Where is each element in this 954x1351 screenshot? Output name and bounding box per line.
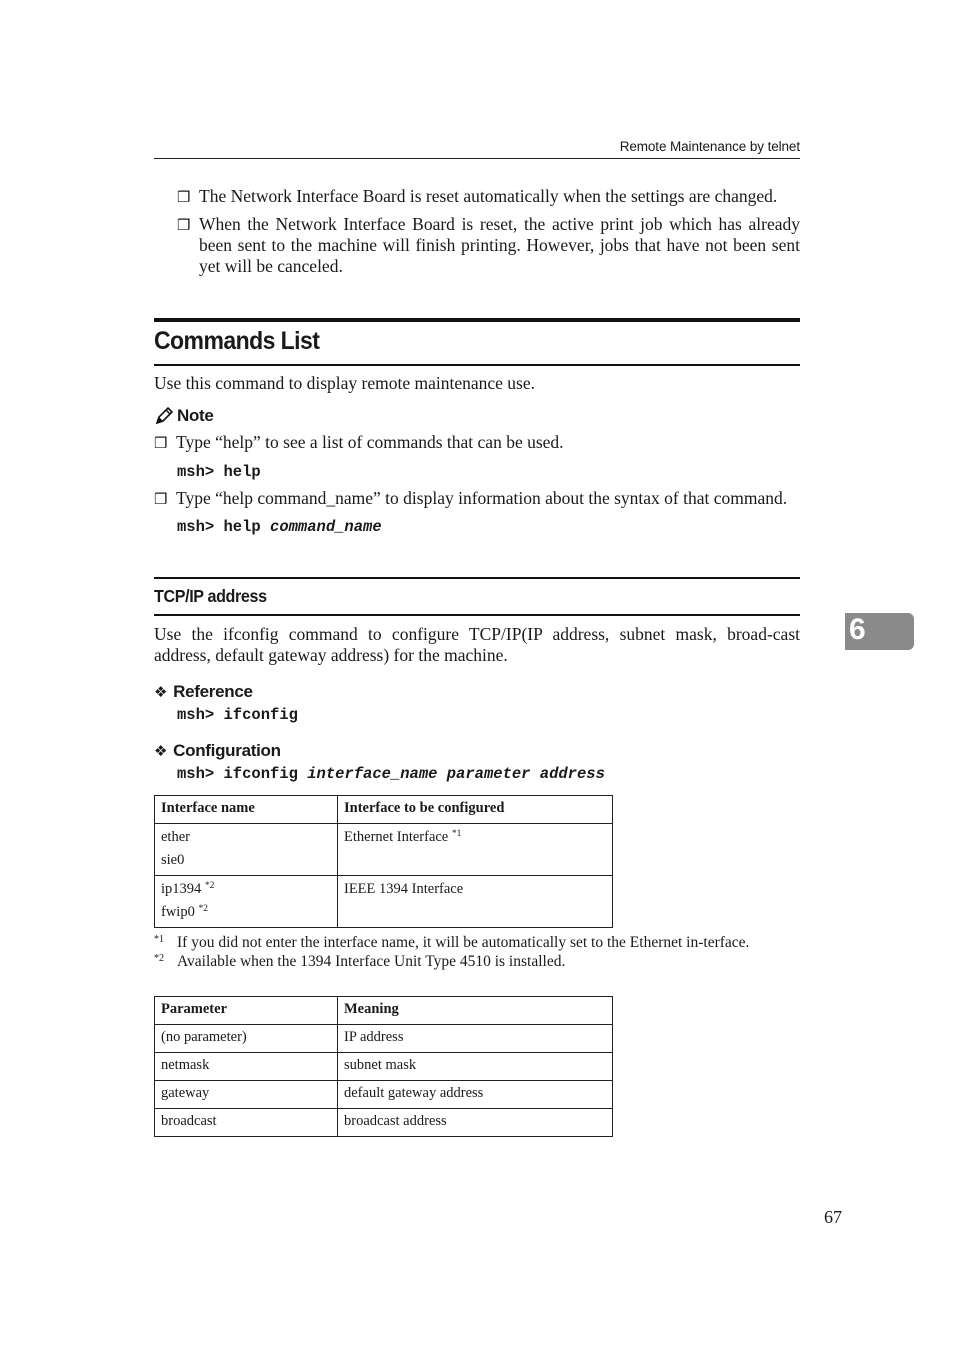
note-title: Note — [177, 406, 214, 425]
subsection-title: TCP/IP address — [154, 586, 267, 606]
note-item — [154, 432, 800, 454]
chapter-tab — [845, 613, 914, 650]
subsection-intro: Use the ifconfig command to configure TCP/IP(IP address, subnet mask, broad-cast address, default gateway address) for the machine. — [154, 624, 800, 665]
table-cell: subnet mask — [338, 1053, 613, 1081]
table-row — [155, 824, 613, 876]
intro-item — [177, 214, 800, 277]
table-row — [155, 1109, 613, 1137]
footnote-text: If you did not enter the interface name, it will be automatically set to the Ethernet in-terface. — [177, 934, 750, 951]
table-cell — [155, 876, 338, 928]
interface-name-text: ip1394 — [161, 881, 202, 897]
intro-item — [177, 186, 800, 208]
checkbox-bullet-icon: ❒ — [177, 216, 191, 234]
checkbox-bullet-icon: ❒ — [177, 188, 191, 206]
table-cell: gateway — [155, 1081, 338, 1109]
code-argument: interface_name parameter address — [307, 765, 605, 783]
interface-target: IEEE 1394 Interface — [344, 881, 464, 897]
code-line — [177, 462, 800, 482]
parameter-table — [154, 996, 613, 1137]
checkbox-bullet-icon: ❒ — [154, 434, 168, 452]
table-row — [155, 1053, 613, 1081]
intro-item-text: When the Network Interface Board is reset, the active print job which has already been sent to the machine will finish printing. However, jobs that have not been sent yet will be canceled. — [199, 214, 800, 276]
table-cell — [338, 824, 613, 876]
table-row — [155, 1081, 613, 1109]
diamond-icon: ❖ — [154, 742, 168, 760]
table-cell — [155, 824, 338, 876]
interface-table — [154, 795, 613, 928]
table-row — [155, 1025, 613, 1053]
table-cell: (no parameter) — [155, 1025, 338, 1053]
section-title: Commands List — [154, 327, 320, 355]
interface-name — [161, 901, 331, 924]
footnote — [154, 934, 800, 951]
code-command: msh> help — [177, 463, 261, 481]
table-header-row — [155, 796, 613, 824]
interface-name — [161, 826, 331, 849]
section-top-rule — [154, 318, 800, 322]
code-argument: command_name — [270, 518, 382, 536]
subsection-top-rule — [154, 577, 800, 579]
intro-item-text: The Network Interface Board is reset automatically when the settings are changed. — [199, 186, 778, 206]
note-list — [154, 432, 800, 538]
footnote-ref: *2 — [204, 881, 215, 891]
reference-heading — [154, 682, 253, 702]
table-header-cell: Parameter — [155, 997, 338, 1025]
table-header-cell: Interface name — [155, 796, 338, 824]
pencil-icon — [154, 406, 174, 426]
diamond-icon: ❖ — [154, 683, 168, 701]
footnote-ref: *1 — [451, 829, 462, 839]
table-row — [155, 876, 613, 928]
configuration-title: Configuration — [173, 741, 281, 760]
interface-name-text: fwip0 — [161, 904, 195, 920]
configuration-heading — [154, 741, 281, 761]
code-command: msh> help — [177, 518, 271, 536]
interface-target: Ethernet Interface — [344, 829, 449, 845]
table-header-row — [155, 997, 613, 1025]
note-item-text: Type “help” to see a list of commands that can be used. — [176, 432, 564, 452]
footnote-mark: *1 — [154, 934, 164, 945]
running-header: Remote Maintenance by telnet — [619, 139, 800, 154]
section-bottom-rule — [154, 364, 800, 366]
header-rule — [154, 158, 800, 159]
table-header-cell: Interface to be configured — [338, 796, 613, 824]
note-heading — [154, 406, 214, 426]
intro-list — [177, 186, 800, 277]
footnote-mark: *2 — [154, 953, 164, 964]
table-cell: broadcast — [155, 1109, 338, 1137]
table-cell — [338, 876, 613, 928]
footnote-ref: *2 — [198, 904, 208, 914]
section-intro: Use this command to display remote maintenance use. — [154, 373, 536, 393]
interface-name — [161, 878, 331, 901]
note-item-text: Type “help command_name” to display information about the syntax of that command. — [176, 488, 788, 508]
note-item — [154, 488, 800, 510]
table-header-cell: Meaning — [338, 997, 613, 1025]
footnote-text: Available when the 1394 Interface Unit Type 4510 is installed. — [177, 953, 566, 970]
reference-title: Reference — [173, 682, 253, 701]
code-command: msh> ifconfig — [177, 765, 308, 783]
page-number: 67 — [824, 1207, 842, 1227]
footnote — [154, 953, 800, 970]
footnotes — [154, 934, 800, 970]
interface-name-text: sie0 — [161, 852, 185, 868]
table-cell: broadcast address — [338, 1109, 613, 1137]
table-cell: netmask — [155, 1053, 338, 1081]
code-line — [177, 517, 800, 538]
interface-name — [161, 849, 331, 872]
table-cell: IP address — [338, 1025, 613, 1053]
checkbox-bullet-icon: ❒ — [154, 490, 168, 508]
interface-name-text: ether — [161, 829, 190, 845]
configuration-code — [177, 765, 605, 783]
reference-code: msh> ifconfig — [177, 706, 298, 724]
subsection-bottom-rule — [154, 614, 800, 616]
chapter-number: 6 — [849, 613, 866, 646]
table-cell: default gateway address — [338, 1081, 613, 1109]
